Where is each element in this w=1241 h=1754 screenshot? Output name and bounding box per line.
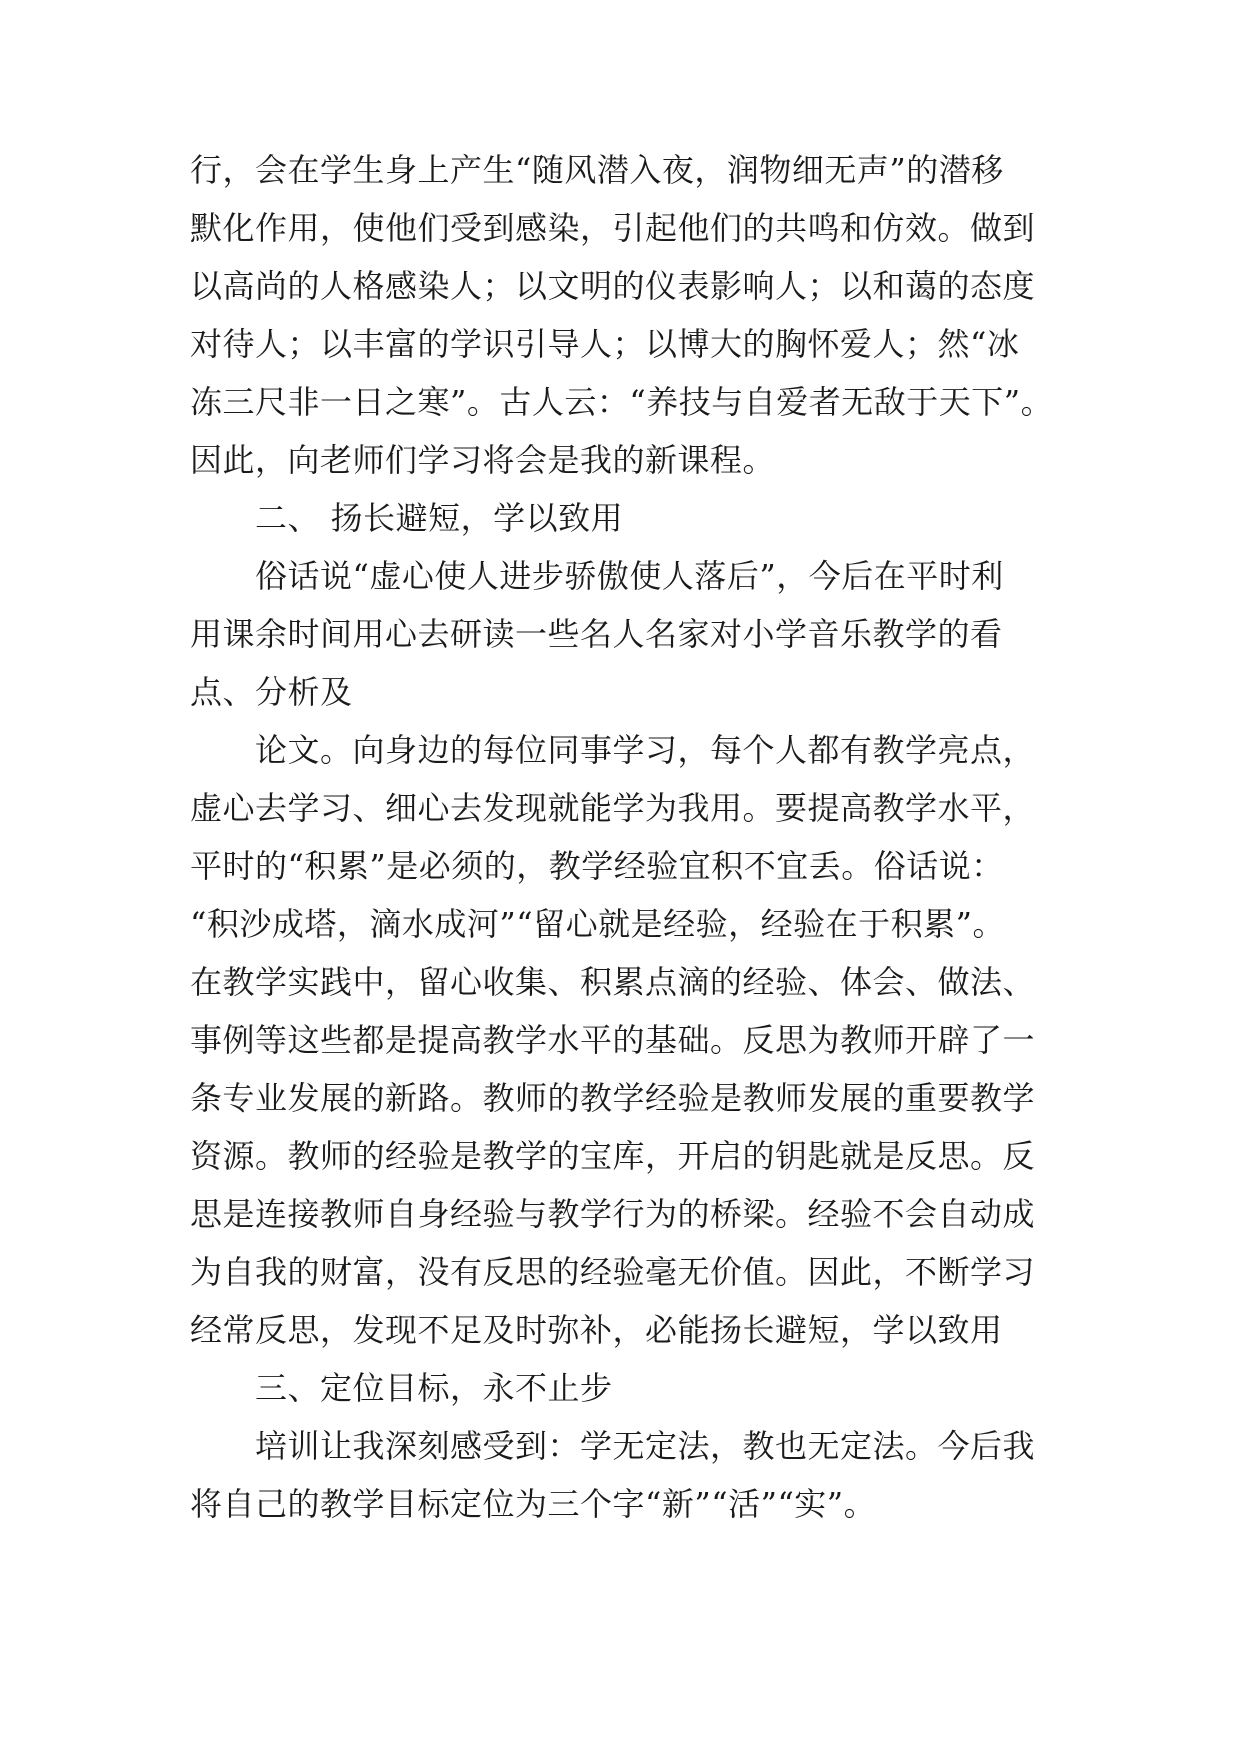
body-text-line: 冻三尺非一日之寒”。古人云：“养技与自爱者无敌于天下”。 — [190, 383, 1054, 421]
body-text-line: 行，会在学生身上产生“随风潜入夜，润物细无声”的潜移 — [190, 151, 1004, 189]
body-text-line: 因此，向老师们学习将会是我的新课程。 — [190, 441, 776, 479]
section-heading: 三、定位目标，永不止步 — [255, 1369, 613, 1407]
body-text-line: 在教学实践中，留心收集、积累点滴的经验、体会、做法、 — [190, 963, 1036, 1001]
body-text-line: 默化作用，使他们受到感染，引起他们的共鸣和仿效。做到 — [190, 209, 1036, 247]
body-text-line: “积沙成塔，滴水成河”“留心就是经验，经验在于积累”。 — [190, 905, 1005, 943]
body-text-line: 虚心去学习、细心去发现就能学为我用。要提高教学水平， — [190, 789, 1036, 827]
body-text-line: 将自己的教学目标定位为三个字“新”“活”“实”。 — [190, 1485, 877, 1523]
body-text-line: 资源。教师的经验是教学的宝库，开启的钥匙就是反思。反 — [190, 1137, 1036, 1175]
body-text-line: 思是连接教师自身经验与教学行为的桥梁。经验不会自动成 — [190, 1195, 1036, 1233]
body-text-line: 用课余时间用心去研读一些名人名家对小学音乐教学的看 — [190, 615, 1003, 653]
body-text-line: 条专业发展的新路。教师的教学经验是教师发展的重要教学 — [190, 1079, 1036, 1117]
body-text-line: 点、分析及 — [190, 673, 353, 711]
body-text-line: 平时的“积累”是必须的，教学经验宜积不宜丢。俗话说： — [190, 847, 1004, 885]
body-text-line: 经常反思，发现不足及时弥补，必能扬长避短，学以致用 — [190, 1311, 1003, 1349]
body-text-line: 论文。向身边的每位同事学习，每个人都有教学亮点， — [255, 731, 1036, 769]
body-text-line: 培训让我深刻感受到：学无定法，教也无定法。今后我 — [255, 1427, 1036, 1465]
body-text-line: 事例等这些都是提高教学水平的基础。反思为教师开辟了一 — [190, 1021, 1036, 1059]
body-text-line: 为自我的财富，没有反思的经验毫无价值。因此，不断学习 — [190, 1253, 1036, 1291]
body-text-line: 俗话说“虚心使人进步骄傲使人落后”，今后在平时利 — [255, 557, 1004, 595]
body-text-line: 以高尚的人格感染人；以文明的仪表影响人；以和蔼的态度 — [190, 267, 1036, 305]
section-heading: 二、 扬长避短，学以致用 — [255, 499, 624, 537]
body-text-line: 对待人；以丰富的学识引导人；以博大的胸怀爱人；然“冰 — [190, 325, 1020, 363]
